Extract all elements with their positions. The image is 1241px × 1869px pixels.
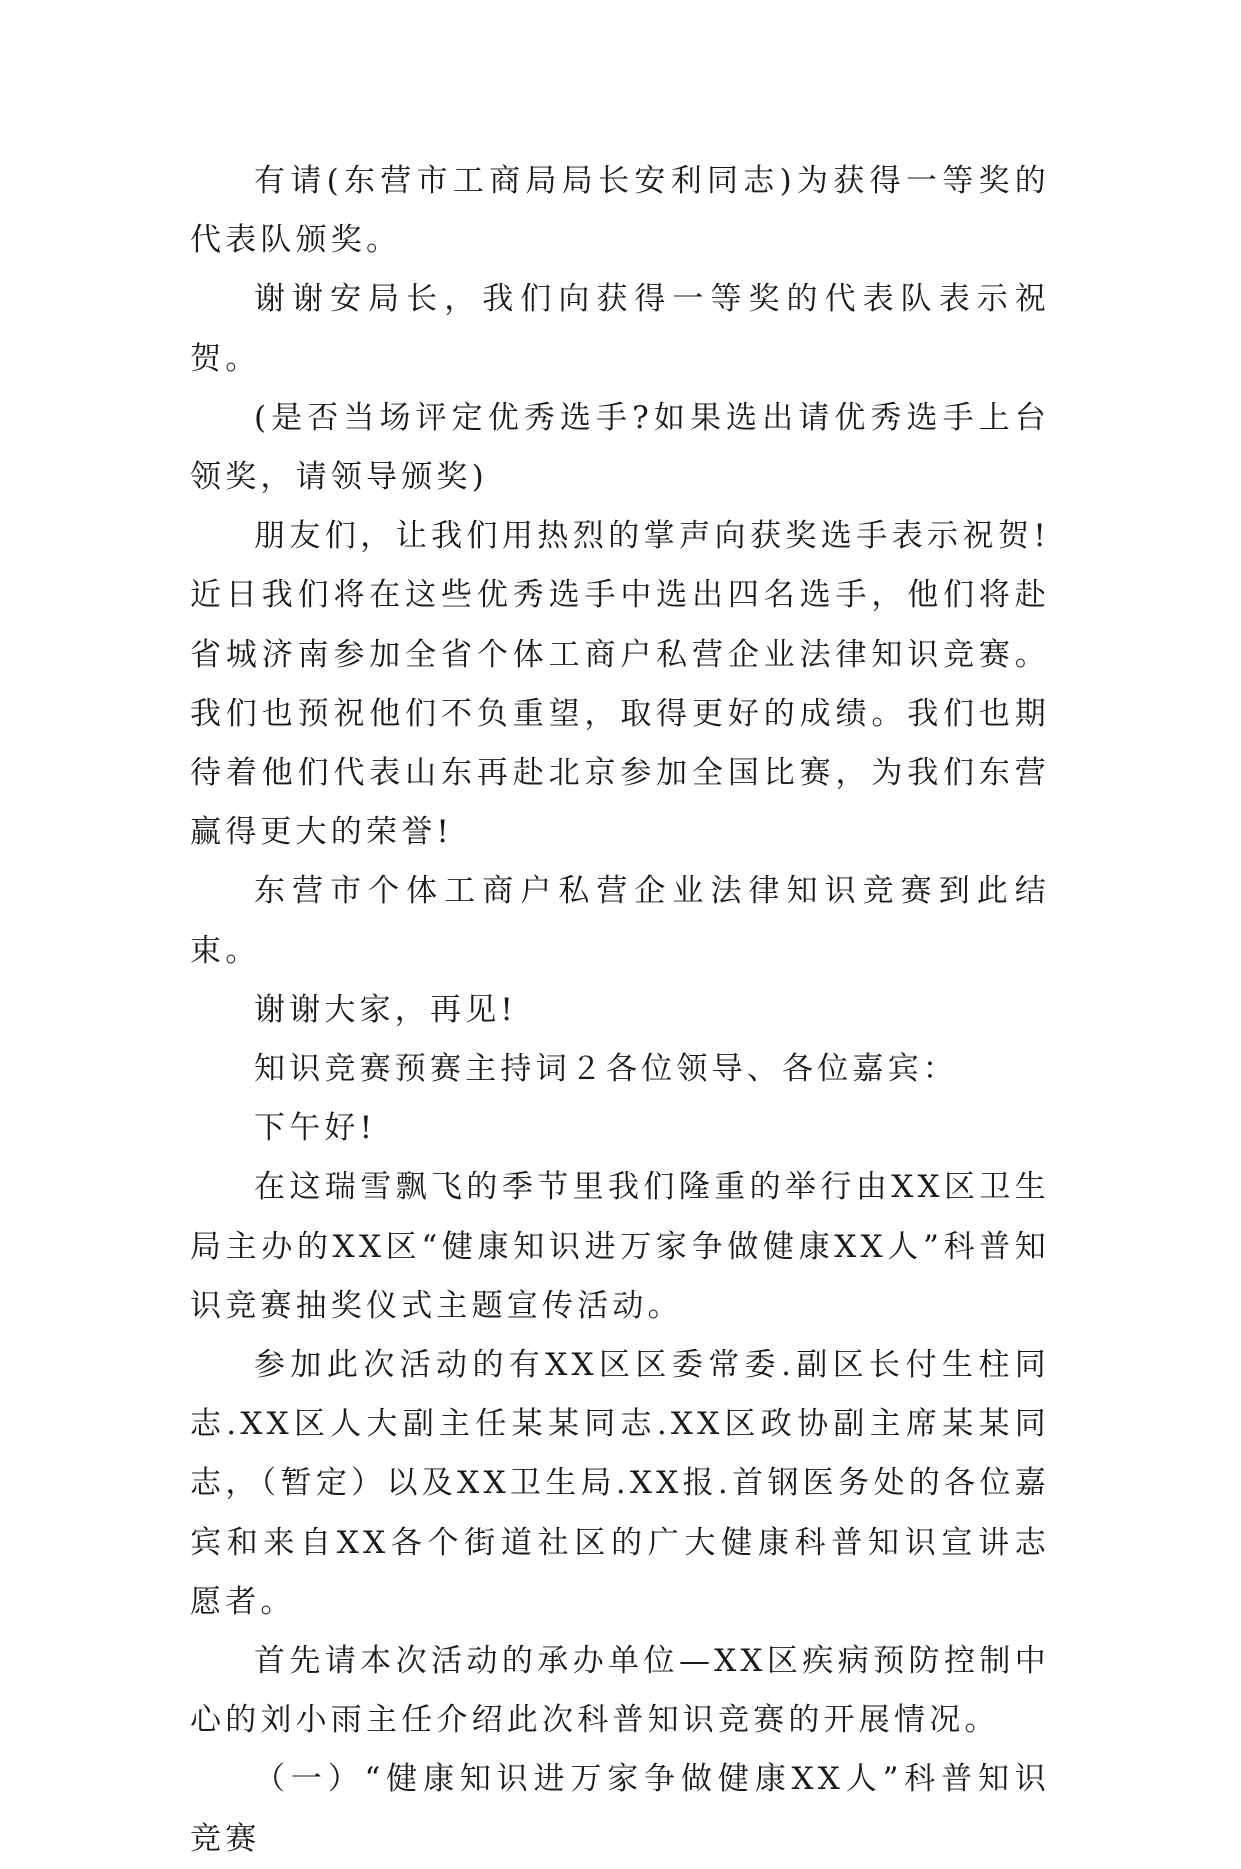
- paragraph-preliminary-host-script-title: 知识竞赛预赛主持词２各位领导、各位嘉宾：: [254, 1051, 958, 1088]
- paragraph-goodbye: 谢谢大家，再见!: [254, 991, 518, 1028]
- document-body: [190, 152, 1050, 1869]
- paragraph-section-one-heading: （一）“健康知识进万家争做健康XX人”科普知识竞赛: [190, 1761, 1050, 1857]
- paragraph-competition-end: 东营市个体工商户私营企业法律知识竞赛到此结束。: [190, 873, 1050, 969]
- paragraph-congratulations: 朋友们，让我们用热烈的掌声向获奖选手表示祝贺!近日我们将在这些优秀选手中选出四名选手，他们将赴省城济南参加全省个体工商户私营企业法律知识竞赛。我们也预祝他们不负重望，取得更好的成绩。我们也期待着他们代表山东再赴北京参加全国比赛，为我们东营赢得更大的荣誉!: [190, 518, 1050, 851]
- paragraph-award-presentation: 有请(东营市工商局局长安利同志)为获得一等奖的代表队颁奖。: [190, 163, 1050, 259]
- paragraph-organizer-introduction: 首先请本次活动的承办单位—XX区疾病预防控制中心的刘小雨主任介绍此次科普知识竞赛的开展情况。: [190, 1643, 1050, 1739]
- paragraph-good-afternoon: 下午好!: [254, 1110, 377, 1147]
- paragraph-attendees: 参加此次活动的有XX区区委常委.副区长付生柱同志.XX区人大副主任某某同志.XX区政协副主席某某同志，（暂定）以及XX卫生局.XX报.首钢医务处的各位嘉宾和来自XX各个街道社区的广大健康科普知识宣讲志愿者。: [190, 1347, 1050, 1620]
- paragraph-event-introduction: 在这瑞雪飘飞的季节里我们隆重的举行由XX区卫生局主办的XX区“健康知识进万家争做健康XX人”科普知识竞赛抽奖仪式主题宣传活动。: [190, 1169, 1050, 1324]
- paragraph-thanks-director: 谢谢安局长，我们向获得一等奖的代表队表示祝贺。: [190, 281, 1050, 377]
- paragraph-outstanding-players-note: (是否当场评定优秀选手?如果选出请优秀选手上台领奖，请领导颁奖): [190, 399, 1050, 496]
